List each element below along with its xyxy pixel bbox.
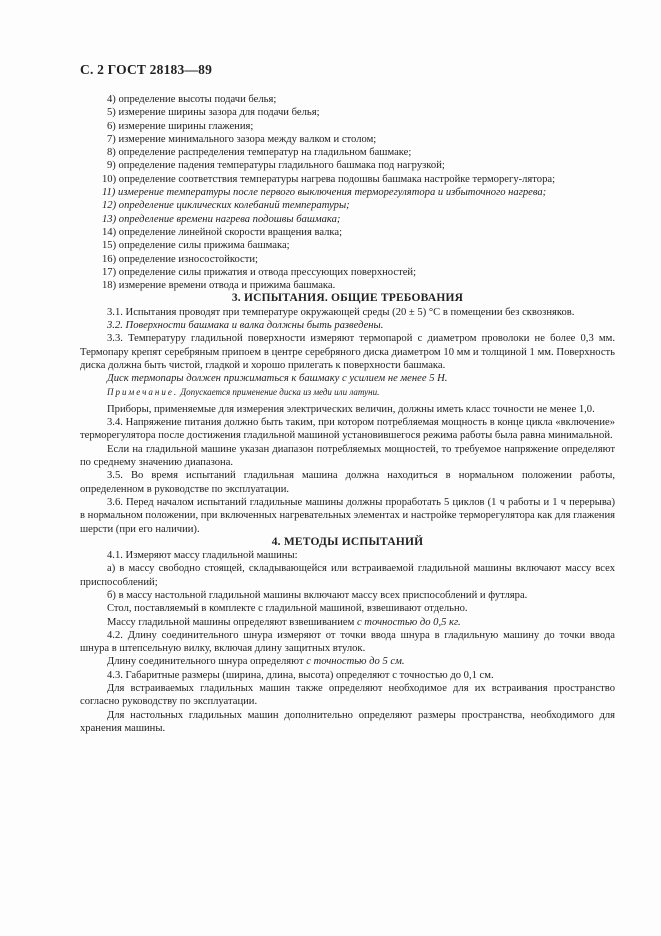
section-4-title: 4. МЕТОДЫ ИСПЫТАНИЙ <box>271 535 424 548</box>
paragraph: Если на гладильной машине указан диапазон потребляемых мощностей, то требуемое напряжение определяют по среднему значению диапазона. <box>80 443 615 469</box>
paragraph: 4.1. Измеряют массу гладильной машины: <box>107 550 298 562</box>
section-3-title: 3. ИСПЫТАНИЯ. ОБЩИЕ ТРЕБОВАНИЯ <box>231 292 464 305</box>
paragraph: Для встраиваемых гладильных машин также определяют необходимое для их встраивания пространство согласно руководству по эксплуатации. <box>80 683 615 708</box>
paragraph-italic: 3.2. Поверхности башмака и валка должны быть разведены. <box>107 320 384 332</box>
list-item: 15) определение силы прижима башмака; <box>102 240 290 252</box>
requirements-list-2 <box>80 186 615 292</box>
document-body <box>80 93 615 735</box>
list-item-italic: 12) определение циклических колебаний температуры; <box>102 200 350 212</box>
list-item: 14) определение линейной скорости вращения валка; <box>102 226 343 238</box>
list-item: 16) определение износостойкости; <box>102 253 258 265</box>
list-item: 7) измерение минимального зазора между валком и столом; <box>107 133 377 145</box>
list-item: 8) определение распределения температур на гладильном башмаке; <box>107 147 412 159</box>
paragraph: 3.4. Напряжение питания должно быть таким, при котором потребляемая мощность в конце цикла «включение» терморегулятора после достижения гладильной машиной установившегося режима работы была равна минимальной. <box>80 417 615 442</box>
paragraph: 3.6. Перед началом испытаний гладильные машины должны проработать 5 циклов (1 ч работы и 1 ч перерыва) в нормальном положении, при включенных нагревательных элементах и настройке терморегулятора как для глажения шерсти (при его наличии). <box>80 496 615 535</box>
list-item-italic: 13) определение времени нагрева подошвы башмака; <box>102 213 341 225</box>
paragraph: б) в массу настольной гладильной машины включают массу всех приспособлений и футляра. <box>107 589 528 601</box>
paragraph: Массу гладильной машины определяют взвешиванием с точностью до 0,5 кг. <box>107 616 461 628</box>
list-item: 9) определение падения температуры гладильного башмака под нагрузкой; <box>107 160 445 172</box>
paragraph: Приборы, применяемые для измерения электрических величин, должны иметь класс точности не менее 1,0. <box>107 403 595 415</box>
paragraph: Для настольных гладильных машин дополнительно определяют размеры пространства, необходимого для хранения машины. <box>80 709 615 734</box>
page-header: С. 2 ГОСТ 28183—89 <box>80 62 213 77</box>
paragraph: 3.5. Во время испытаний гладильная машина должна находиться в нормальном положении работы, определенном в руководстве по эксплуатации. <box>80 470 615 495</box>
list-item-italic: 11) измерение температуры после первого выключения терморегулятора и избыточного нагрева; <box>102 187 547 199</box>
list-item: 5) измерение ширины зазора для подачи белья; <box>107 107 320 119</box>
note <box>80 386 615 399</box>
note-text: Допускается применение диска из меди или латуни. <box>180 386 380 397</box>
paragraph: Длину соединительного шнура определяют с точностью до 5 см. <box>107 656 405 668</box>
paragraph: 4.2. Длину соединительного шнура измеряют от точки ввода шнура в гладильную машину до точки ввода шнура в штепсельную вилку, включая длину защитных втулок. <box>80 629 615 655</box>
list-item: 18) измерение времени отвода и прижима башмака. <box>102 280 336 292</box>
paragraph: 3.1. Испытания проводят при температуре окружающей среды (20 ± 5) °С в помещении без сквозняков. <box>107 306 575 318</box>
list-item: 10) определение соответствия температуры нагрева подошвы башмака настройке терморегу-лятора; <box>102 173 556 185</box>
paragraph-italic: Диск термопары должен прижиматься к башмаку с усилием не менее 5 Н. <box>107 373 448 385</box>
requirements-list-1 <box>80 93 615 186</box>
list-item: 6) измерение ширины глажения; <box>107 120 254 132</box>
list-item: 4) определение высоты подачи белья; <box>107 94 277 105</box>
paragraph: Стол, поставляемый в комплекте с гладильной машиной, взвешивают отдельно. <box>107 603 468 615</box>
paragraph: а) в массу свободно стоящей, складывающейся или встраиваемой гладильной машины включают массу всех приспособлений; <box>80 563 615 588</box>
list-item: 17) определение силы прижатия и отвода прессующих поверхностей; <box>102 266 417 278</box>
paragraph: 4.3. Габаритные размеры (ширина, длина, высота) определяют с точностью до 0,1 см. <box>107 669 494 681</box>
paragraph: 3.3. Температуру гладильной поверхности измеряют термопарой с диаметром проволоки не более 0,3 мм. Термопару крепят серебряным припоем в центре серебряного диска диаметром 10 мм и толщиной 1 мм. Поверхность диска должна быть чистой, гладкой и хорошо прилегать к поверхности башмака. <box>80 333 615 371</box>
note-label: Примечание. <box>107 386 179 397</box>
